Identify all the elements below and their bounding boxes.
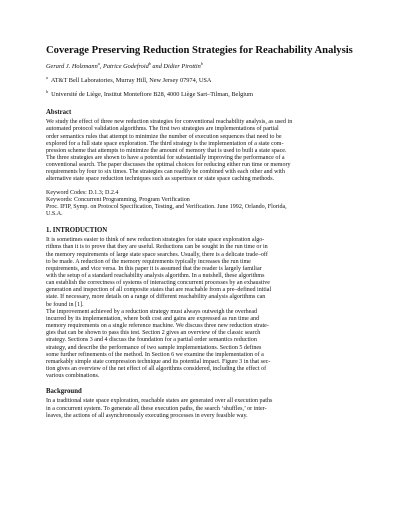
intro-line: It is sometimes easier to think of new reduction strategies for state space exploration algo- [46, 237, 265, 244]
abstract-line: conventional search. The paper discusses the optimal choices for reducing either run time or memory [46, 162, 291, 169]
paper-title: Coverage Preserving Reduction Strategies for Reachability Analysis [46, 45, 353, 56]
background-heading: Background [46, 388, 82, 396]
abstract-line: explored for a full state space exploration. The third strategy is the implementation of a state com- [46, 140, 284, 147]
keywords: Keywords: Concurrent Programming, Program Verification [46, 196, 190, 203]
intro-line: strategy. Sections 3 and 4 discuss the foundation for a partial order semantics reduction [46, 337, 257, 344]
abstract-line: alternative state space reduction techniques such as supertrace or state space caching methods. [46, 176, 275, 183]
introduction-heading: 1. INTRODUCTION [46, 227, 108, 235]
intro-line: remarkably simple state compression technique and its potential impact. Figure 3 in that sec- [46, 358, 271, 365]
intro-line: memory requirements on a single reference machine. We discuss three new reduction strate- [46, 323, 269, 330]
intro-line: various combinations. [46, 373, 100, 380]
intro-line: requirements, and vice versa. In this paper it is assumed that the reader is largely familiar [46, 265, 262, 272]
intro-line: rithms than it is to prove that they are useful. Reductions can be sought in the run time or in [46, 244, 268, 251]
keyword-codes: Keyword Codes: D.1.3; D.2.4 [46, 189, 119, 196]
author-separator: , [99, 63, 103, 70]
abstract-line: automated protocol validation algorithms. The first two strategies are implementations of partial [46, 126, 279, 133]
intro-line: to be made. A reduction of the memory requirements typically increases the run time [46, 258, 251, 265]
introduction-paragraph [46, 237, 366, 309]
abstract-heading: Abstract [46, 109, 72, 117]
intro-line: generation and inspection of all composite states that are reachable from a pre–defined initial [46, 287, 272, 294]
abstract-line: pression scheme that attempts to minimize the amount of memory that is used to built a state space. [46, 147, 287, 154]
author-affiliation-mark: a [97, 60, 100, 66]
intro-line: some further refinements of the method. In Section 6 we examine the implementation of a [46, 351, 264, 358]
affiliation-text: Université de Liège, Institut Montefiore B28, 4000 Liège Sart–Tilman, Belgium [51, 91, 254, 99]
author-name: Gerard J. Holzmann [46, 63, 98, 70]
affiliation-mark: a [46, 75, 48, 80]
background-line: in a concurrent system. To generate all these execution paths, the search ‘shuffles,’ or inter- [46, 405, 267, 412]
intro-line: be found in [1]. [46, 301, 84, 308]
author-name: Didier Pirottin [163, 63, 201, 70]
author-affiliation-mark: b [200, 60, 203, 66]
affiliation-mark: b [46, 89, 49, 95]
intro-line: with the setup of a standard reachability analysis algorithm. In a nutshell, these algorithms [46, 273, 265, 279]
proceedings-line: Proc. IFIP, Symp. on Protocol Specification, Testing, and Verification. June 1992, Orlando, Florida, [46, 203, 287, 210]
intro-line: tion gives an overview of the net effect of all algorithms considered, including the effect of [46, 366, 267, 373]
author-affiliation-mark: b [148, 60, 151, 66]
intro-line: the memory requirements of large state space searches. Usually, there is a delicate trade–off [46, 251, 268, 258]
author-name: Patrice Godefroid [102, 63, 149, 70]
background-line: In a traditional state space exploration, reachable states are generated over all execution paths [46, 398, 273, 405]
affiliation-text: AT&T Bell Laboratories, Murray Hill, New Jersey 07974, USA [50, 77, 212, 85]
author-list [46, 60, 366, 71]
author-separator: and [150, 63, 164, 70]
affiliation [46, 88, 366, 99]
intro-line: can establish the correctness of systems of interacting concurrent processes by an exhaustive [46, 280, 270, 287]
abstract-line: order semantics rules that attempt to minimize the number of execution sequences that need to be [46, 133, 282, 140]
background-paragraph [46, 398, 366, 419]
intro-line: incurred by its implementation, where both cost and gains are expressed as run time and [46, 315, 260, 322]
paper-page [46, 44, 366, 420]
intro-line: strategy, and describe the performance of two sample implementations. Section 5 defines [46, 344, 262, 351]
background-line: leaves, the actions of all asynchronously executing processes in every feasible way. [46, 412, 248, 419]
abstract-line: requirements by four to six times. The strategies can readily be combined with each other and with [46, 169, 285, 176]
intro-line: state. If necessary, more details on a range of different reachability analysis algorithms can [46, 294, 266, 301]
abstract-line: We study the effect of three new reduction strategies for conventional reachability analysis, as used in [46, 119, 293, 126]
intro-line: gies that can be shown to pass this test. Section 2 gives an overview of the classic search [46, 330, 261, 337]
affiliation [46, 74, 366, 85]
paper-metadata [46, 190, 366, 219]
proceedings-line: U.S.A. [46, 211, 63, 218]
abstract-line: The three strategies are shown to have a potential for substantially improving the performance of a [46, 154, 285, 161]
introduction-paragraph [46, 309, 366, 381]
abstract-text [46, 119, 366, 183]
intro-line: The improvement achieved by a reduction strategy must always outweigh the overhead [46, 308, 258, 315]
